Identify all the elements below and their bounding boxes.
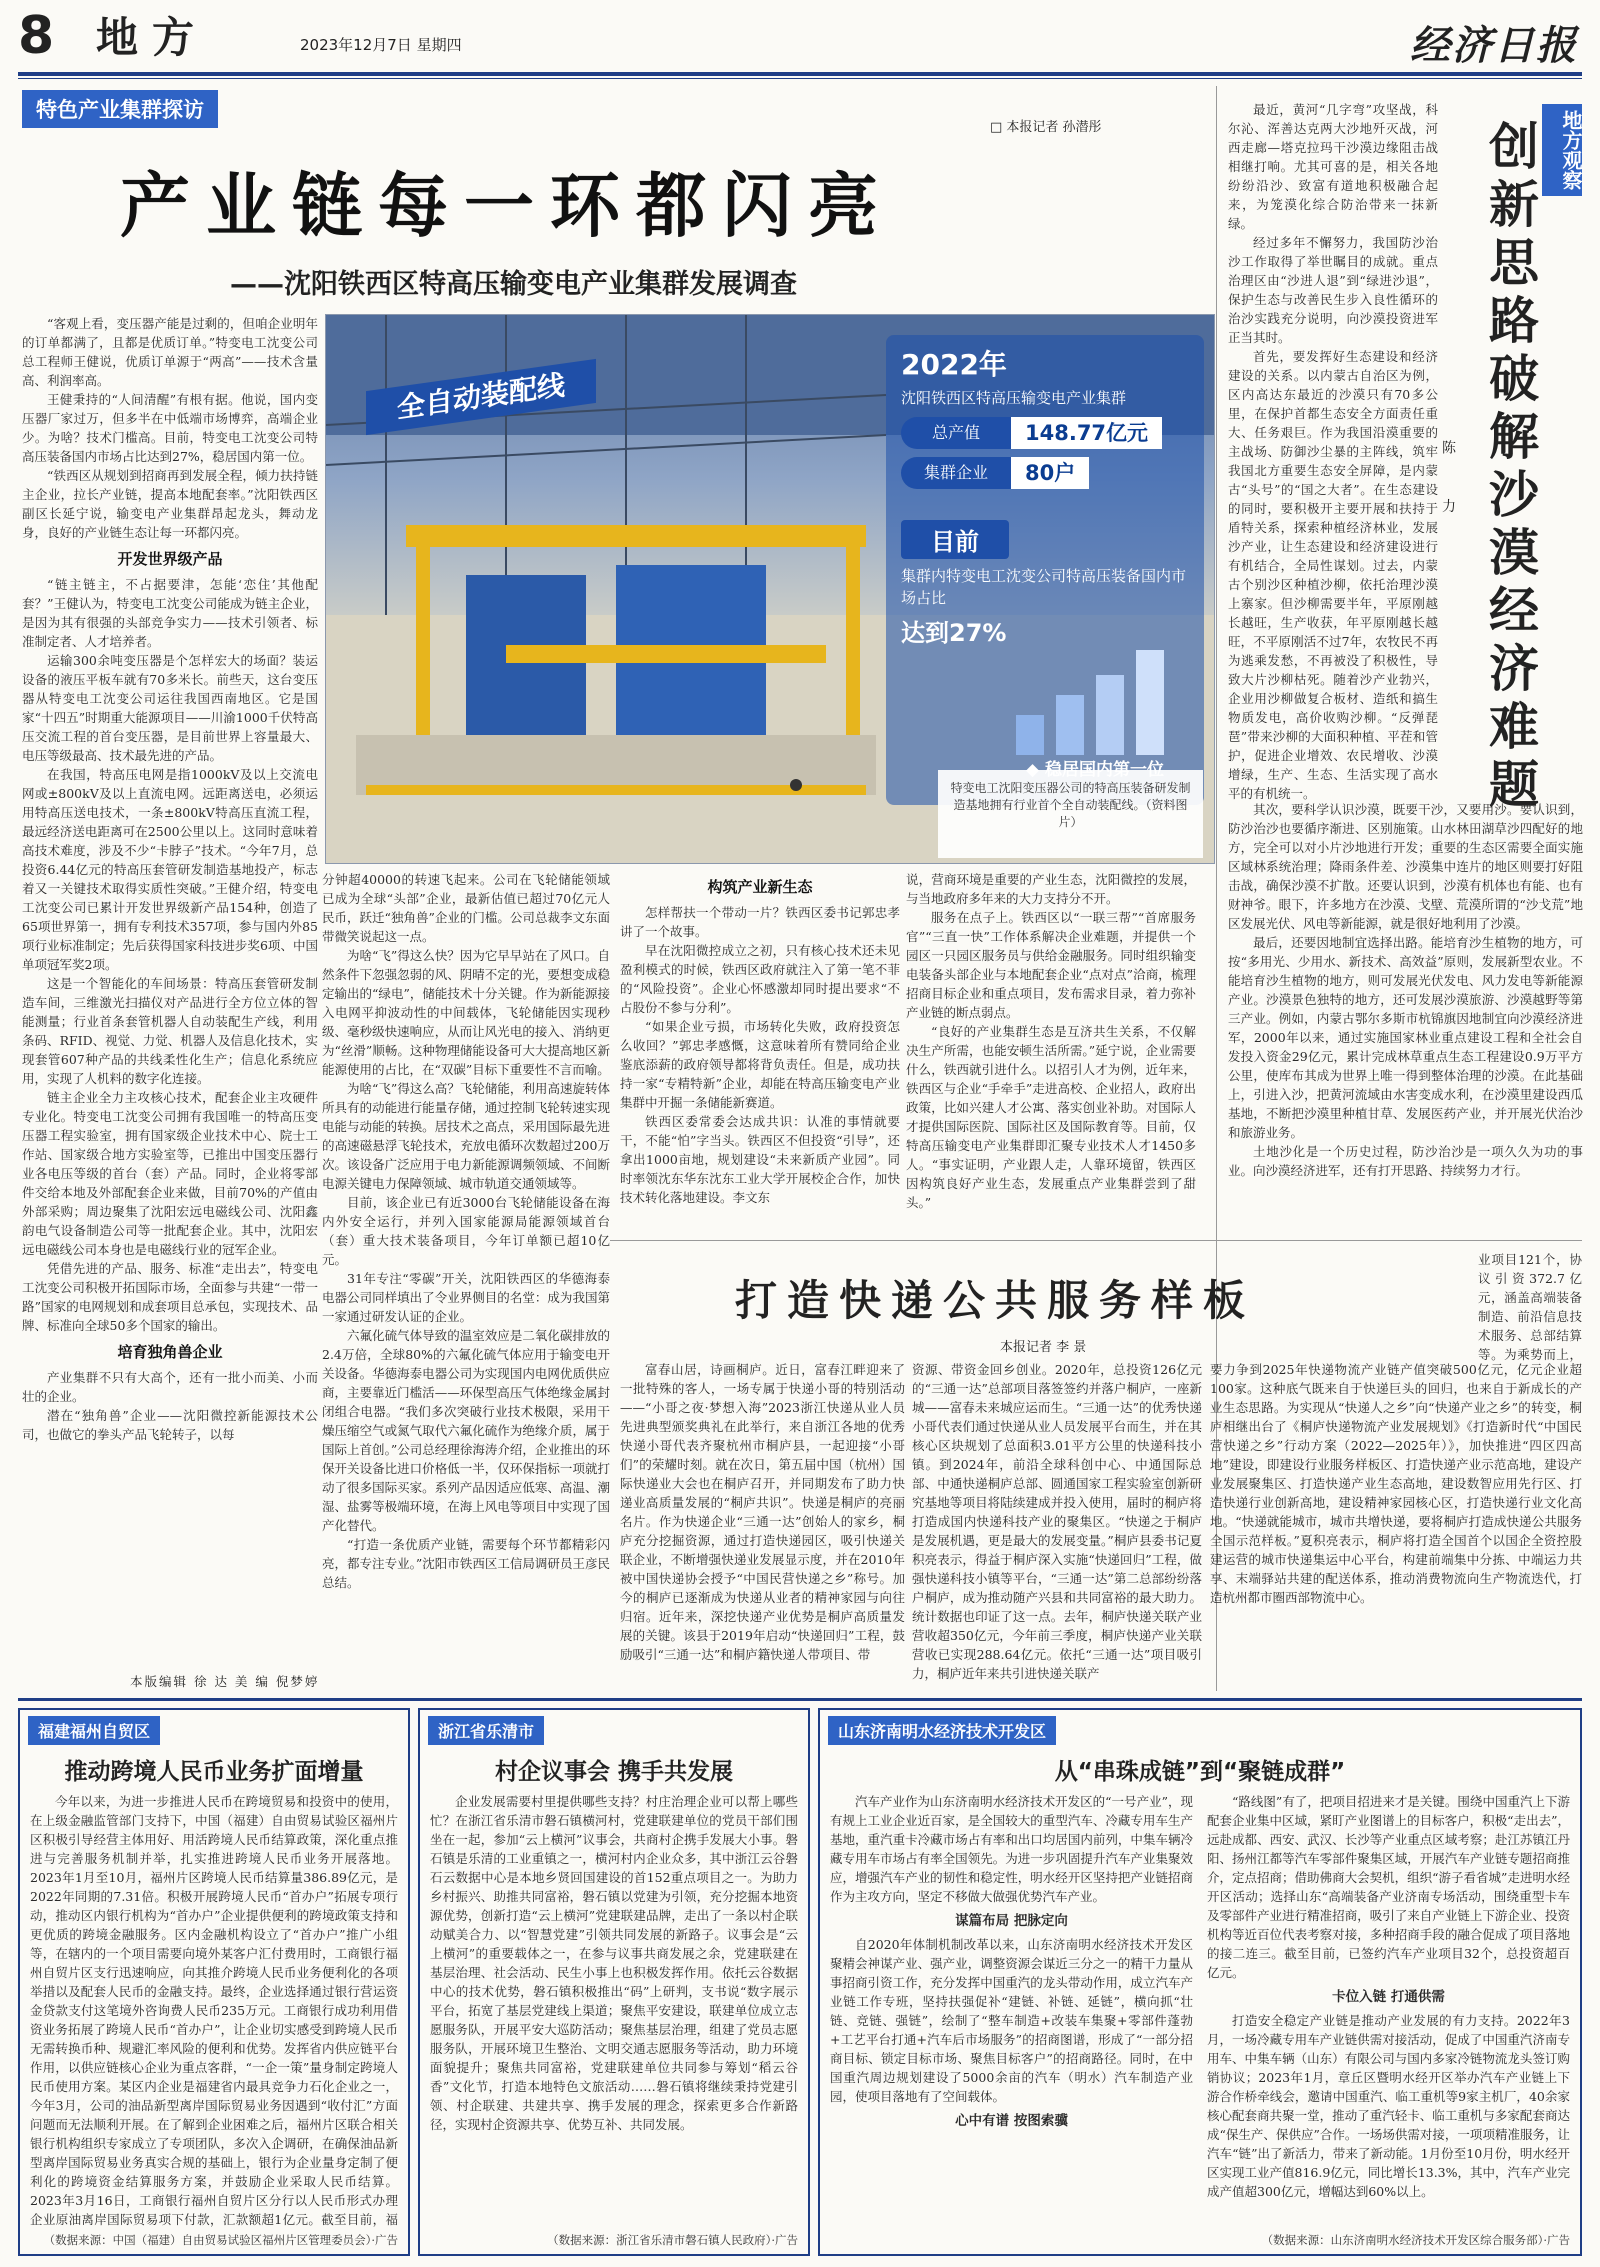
box-title: 从“串珠成链”到“聚链成群” — [1054, 1759, 1346, 1785]
paragraph: “路线图”有了，把项目招进来才是关键。围绕中国重汽上下游配套企业集中区域，紧盯产业图谱上的目标客户，积极“走出去”，远赴成都、西安、武汉、长沙等产业重点区域考察；赴江苏镇江丹阳、扬州江都等汽车零部件聚集区域，开展汽车产业链专题招商推介，定点招商；借助佛商大会契机，组织“游子看省城”走进明水经开区活动；选择山东“高端装备产业济南专场活动，围绕重型卡车及零部件产业进行精准招商，吸引了来自产业链上下游企业、投资机构等近百位代表考察对接，多种招商手段的融合促成了项目落地的接二连三。截至目前，已签约汽车产业项目32个，总投资超百亿元。 — [1207, 1794, 1570, 1980]
box-subheading: 心中有谱 按图索骥 — [955, 2113, 1068, 2129]
stat2-label: 集群企业 — [901, 457, 1011, 489]
paragraph: 产业集群不只有大高个，还有一批小而美、小而壮的企业。 — [22, 1370, 318, 1404]
paragraph: 汽车产业作为山东济南明水经济技术开发区的“一号产业”，现有规上工业企业近百家，是全国较大的重型汽车、冷藏专用车生产基地，重汽重卡冷藏市场占有率和出口均居国内前列，中集车辆冷藏专用车市场占有率全国领先。为进一步巩固提升汽车产业集聚效应，增强汽车产业的韧性和稳定性，明水经开区坚持把产业链招商作为主攻方向，坚定不移做大做强优势汽车产业。 — [830, 1794, 1193, 1904]
paragraph: 服务在点子上。铁西区以“一联三帮”“首席服务官”“三直一快”工作体系解决企业难题，并提供一个园区一只园区服务员与供给金融服务。同时组织输变电装备头部企业与本地配套企业“点对点”洽商，梳理招商目标企业和重点项目，发布需求目录，着力弥补产业链的断点弱点。 — [906, 910, 1196, 1020]
page-number: 8 — [18, 6, 55, 66]
box-body — [20, 1792, 408, 2232]
paragraph: 为啥“飞”得这么高？飞轮储能，利用高速旋转体所具有的动能进行能量存储，通过控制飞轮转速实现电能与动能的转换。居技术之高点，采用国际最先进的高速磁悬浮飞轮技术，充放电循环次数超过200万次。该设备广泛应用于电力新能源调频领域、不间断电源关键电力保障领域、城市轨道交通领域等。 — [322, 1081, 610, 1191]
paragraph: 31年专注“零碳”开关，沈阳铁西区的华德海泰电器公司同样填出了令业界侧目的名堂：成为我国第一家通过研发认证的企业。 — [322, 1271, 610, 1324]
paragraph: 六氟化硫气体导致的温室效应是二氧化碳排放的2.4万倍，全球80%的六氟化硫气体应用于输变电开关设备。华德海泰电器公司为实现国内电网优质供应商，主要靠近门槛活——环保型高压气体绝缘金属封闭组合电器。“我们多次突破行业技术极限，采用干燥压缩空气或氮气取代六氟化硫作为绝缘介质，属于国际上首创。”公司总经理徐海涛介绍，企业推出的环保开关设备比进口价格低一半，仅环保指标一项就打动了很多国际买家。系列产品因适应低寒、高温、潮湿、盐雾等极端环境，在海上风电等项目中实现了国产化替代。 — [322, 1328, 610, 1533]
advert-box-leqing — [418, 1708, 810, 2256]
paragraph: 目前，该企业已有近3000台飞轮储能设备在海内外安全运行，并列入国家能源局能源领域首台（套）重大技术装备项目，今年订单额已超10亿元。 — [322, 1195, 610, 1267]
paragraph: 自2020年体制机制改革以来，山东济南明水经济技术开发区聚精会神谋产业、强产业，调整资源会谋近三分之一的精干力量从事招商引资工作，充分发挥中国重汽的龙头带动作用，成立汽车产业链工作专班，坚持扶强促补“建链、补链、延链”，横向抓“壮链、竞链、强链”，绘制了“整车制造+改装车集聚+零部件蓬勃+工艺平台打通+汽车后市场服务”的招商图谱，形成了“一部分招商目标、锁定目标市场、聚焦目标客户”的招商路径。同时，在中国重汽周边规划建设了5000余亩的汽车（明水）汽车制造产业园，使项目落地有了空间载体。 — [830, 1937, 1193, 2104]
box-title: 推动跨境人民币业务扩面增量 — [64, 1759, 364, 1785]
paragraph: 最近，黄河“几字弯”攻坚战，科尔沁、浑善达克两大沙地歼灭战，河西走廊—塔克拉玛干沙漠边缘阻击战相继打响。尤其可喜的是，相关各地纷纷沿沙、致富有道地积极融合起来，为笼漠化综合防治带来一抹新绿。 — [1228, 102, 1438, 231]
advert-box-jinan — [818, 1708, 1582, 2256]
feature-column-b — [322, 870, 610, 1692]
express-column-b — [912, 1360, 1202, 1690]
box-region: 浙江省乐清市 — [428, 1716, 544, 1745]
paragraph: “打造一条优质产业链，需要每个环节都精彩闪亮，都专注专业。”沈阳市铁西区工信局调研员王彦民总结。 — [322, 1537, 610, 1590]
express-column-a — [620, 1360, 905, 1690]
paragraph: 链主企业全力主攻核心技术，配套企业主攻硬件专业化。特变电工沈变公司拥有我国唯一的特高压变压器工程实验室，拥有国家级企业技术中心、院士工作站、国家级合地方实验室等，已推出中国变压器行业各电压等级的首台（套）产品。同时，企业将零部件交给本地及外部配套企业来做，目前70%的产值由外部采购；周边聚集了沈阳宏远电磁线公司、沈阳鑫韵电气设备制造公司等一批配套企业。其中，沈阳宏远电磁线公司本身也是电磁线行业的冠军企业。 — [22, 1090, 318, 1257]
bar-graphic-icon — [1006, 645, 1196, 755]
infographic-now: 目前 — [901, 520, 1009, 559]
express-column-c — [1210, 1360, 1582, 1690]
box-column-right — [1207, 1792, 1570, 2232]
paragraph: 在我国，特高压电网是指1000kV及以上交流电网或±800kV及以上直流电网。远距离送电，必须运用特高压送电技术，一条±800kV特高压直流工程，最远经济送电距离可在2500公里以上。这同时意味着高技术难度，涉及不少“卡脖子”技术。“今年7月，总投资6.44亿元的特高压套管研发制造基地投产，标志着又一关键技术取得实质性突破。”王健介绍，特变电工沈变公司已累计开发世界级新产品154种，创造了65项世界第一，拥有专利技术357项，参与国内外85项行业标准制定；先后获得国家科技进步奖6项、中国单项冠军奖2项。 — [22, 767, 318, 972]
box-source: （数据来源：中国（福建）自由贸易试验区福州片区管理委员会）·广告 — [43, 2233, 398, 2247]
infographic-percent: 达到27% — [901, 619, 1007, 647]
paragraph: 富春山居，诗画桐庐。近日，富春江畔迎来了一批特殊的客人，一场专属于快递小哥的特别活动——“小哥之夜·梦想入海”2023浙江快递从业人员先进典型颁奖典礼在此举行，来自浙江各地的优秀快递小哥代表齐聚杭州市桐庐县，一起迎接“小哥们”的荣耀时刻。就在次日，第五届中国（杭州）国际快递业大会也在桐庐召开，并同期发布了助力快递业高质量发展的“桐庐共识”。快递是桐庐的亮丽名片。作为快递企业“三通一达”创始人的家乡，桐庐充分挖掘资源，通过打造快递园区，吸引快递关联企业，不断增强快递业发展显示度，并在2010年被中国快递协会授予“中国民营快递之乡”称号。加今的桐庐已逐渐成为快递从业者的精神家园与向往归宿。近年来，深挖快递产业优势是桐庐高质量发展的关键。该县于2019年启动“快递回归”工程，鼓励吸引“三通一达”和桐庐籍快递人带项目、带 — [620, 1362, 905, 1662]
express-headline: 打造快递公共服务样板 — [735, 1276, 1256, 1325]
box-region: 山东济南明水经济技术开发区 — [828, 1716, 1056, 1745]
feature-headline: 产业链每一环都闪亮 — [120, 165, 894, 247]
advert-box-fuzhou — [18, 1708, 410, 2256]
paragraph: 经过多年不懈努力，我国防沙治沙工作取得了举世瞩目的成就。重点治理区由“沙进人退”到“绿进沙退”，保护生态与改善民生步入良性循环的治沙实践充分说明，向沙漠投资进军正当其时。 — [1228, 235, 1438, 345]
feature-column-c — [620, 870, 900, 1240]
paragraph: 运输300余吨变压器是个怎样宏大的场面？装运设备的液压平板车就有70多米长。前些天，这台变压器从特变电工沈变公司运往我国西南地区。它是国家“十四五”时期重大能源项目——川渝1000千伏特高压交流工程的首台变压器，是目前世界上容量最大、电压等级最高、技术最先进的产品。 — [22, 653, 318, 763]
stat1-value: 148.77亿元 — [1011, 417, 1162, 449]
paragraph: “良好的产业集群生态是互济共生关系，不仅解决生产所需，也能安顿生活所需。”延宁说，企业需要什么，铁西就引进什么。以招引人才为例，近年来，铁西区与企业“手牵手”走进高校、企业招人，政府出政策，比如兴建人才公寓、落实创业补助。对国际人才提供国际医院、国际社区及国际教育等。目前，仅特高压输变电产业集群即汇聚专业技术人才1450多人。“事实证明，产业跟人走，人靠环境留，铁西区因构筑良好产业生态，发展重点产业集群尝到了甜头。” — [906, 1024, 1196, 1210]
feature-photo — [325, 314, 1215, 864]
newspaper-logo: 经济日报 — [1410, 22, 1578, 69]
essay-text-top — [1228, 100, 1438, 800]
feature-subhead: ——沈阳铁西区特高压输变电产业集群发展调查 — [230, 269, 797, 300]
paragraph: 潜在“独角兽”企业——沈阳微控新能源技术公司，也做它的拳头产品飞轮转子，以每 — [22, 1408, 318, 1442]
paragraph: 铁西区委常委会达成共识：认准的事情就要干，不能“怕”字当头。铁西区不但投资“引导”，还拿出1000亩地，规划建设“未来新质产业园”。同时率领沈东华东沈东工业大学开展校企合作，加快技术转化落地建设。李文东 — [620, 1114, 900, 1205]
reporter-square-icon: □ — [990, 120, 1007, 135]
express-side-text: 业项目121个，协议引资372.7亿元，涵盖高端装备制造、前沿信息技术服务、总部结算等。为乘势而上， — [1478, 1252, 1582, 1362]
photo-caption: 特变电工沈阳变压器公司的特高压装备研发制造基地拥有行业首个全自动装配线。（资料图片） — [938, 770, 1203, 858]
paragraph: 分钟超40000的转速飞起来。公司在飞轮储能领域已成为全球“头部”企业，最新估值已超过70亿元人民币，跃迁“独角兽”企业的门槛。公司总裁李文东面带微笑说起这一点。 — [322, 872, 610, 944]
paragraph: 其次，要科学认识沙漠，既要干沙，又要用沙。要认识到，防沙治沙也要循序渐进、区别施策。山水林田湖草沙四配好的地方，完全可以对小片沙地进行开发；重要的生态区需要全面实施区域林系统治理；降雨条件差、沙漠集中连片的地区则要打好阻击战，确保沙漠不扩散。还要认识到，沙漠有机体也有能、也有财神爷。眼下，许多地方在沙漠、戈壁、荒漠所谓的“沙戈荒”地区发展光伏、风电等新能源，就是很好地利用了沙漠。 — [1228, 802, 1583, 931]
section-heading: 构筑产业新生态 — [707, 878, 813, 896]
paragraph: 说，营商环境是重要的产业生态，沈阳微控的发展，与当地政府多年来的大力支持分不开。 — [906, 872, 1196, 906]
column-tag: 特色产业集群探访 — [22, 90, 218, 128]
paragraph: 为啥“飞”得这么快？因为它早早站在了风口。自然条件下忽强忽弱的风、阴晴不定的光，要想变成稳定输出的“绿电”，储能技术十分关键。作为新能源接入电网平抑波动性的中间载体，飞轮储能因实现秒级、毫秒级快速响应，从而让风光电的接入、消纳更为“丝滑”顺畅。这种物理储能设备可大大提高地区新能源使用的占比，在“双碳”目标下重要性不言而喻。 — [322, 948, 610, 1077]
paragraph: 首先，要发挥好生态建设和经济建设的关系。以内蒙古自治区为例，区内高达东最近的沙漠只有70多公里，在保护首都生态安全方面责任重大、任务艰巨。作为我国沿漠重要的主战场、防御沙尘暴的主阵线，筑牢我国北方重要生态安全屏障，是内蒙古“头号”的“国之大者”。在生态建设的同时，要积极开主要开展和扶持于盾特关系，探索种植经济林业，发展沙产业，让生态建设和经济建设进行有机结合，全局性谋划。过去，内蒙古个别沙区种植沙柳，依托治理沙漠上寨家。但沙柳需要半年，平原刚越长越旺，生产收获，年平原刚越长越旺，不平原刚活不过7年，农牧民不再为逃乘发愁，不再被没了积极性，导致大片沙柳枯死。随着沙产业勃兴，企业用沙柳做复合板材、造纸和搞生物质发电，高价收购沙柳。“反弹琵琶”带来沙柳的大面积种植、平茬和管护，促进企业增效、农民增收、沙漠增绿，生产、生态、生活实现了高水平的有机统一。 — [1228, 349, 1438, 800]
issue-date: 2023年12月7日 星期四 — [300, 36, 462, 54]
box-source: （数据来源：浙江省乐清市磐石镇人民政府）·广告 — [547, 2233, 798, 2247]
paragraph: “客观上看，变压器产能是过剩的，但咱企业明年的订单都满了，且都是优质订单。”特变电工沈变公司总工程师王健说，优质订单源于“两高”——技术含量高、利润率高。 — [22, 316, 318, 388]
assembly-line-sign: 全自动装配线 — [366, 359, 596, 435]
feature-column-a — [22, 314, 318, 1694]
paragraph: “铁西区从规划到招商再到发展全程，倾力扶持链主企业，拉长产业链，提高本地配套率。”沈阳铁西区副区长延宁说，输变电产业集群昂起龙头，舞动龙身，良好的产业链生态让每一环都闪亮。 — [22, 468, 318, 540]
infographic-year: 2022年 — [901, 348, 1007, 381]
paragraph: 凭借先进的产品、服务、标准“走出去”，特变电工沈变公司积极开拓国际市场，全面参与共建“一带一路”国家的电网规划和成套项目总承包，实现技术、品牌、标准向全球50多个国家的输出。 — [22, 1261, 318, 1333]
masthead-rule — [18, 72, 1582, 76]
paragraph: “链主链主，不占据要津，怎能‘恋住’其他配套？”王健认为，特变电工沈变公司能成为链主企业，是因为其有很强的头部竞争实力——技术引领者、标准制定者、人才培养者。 — [22, 577, 318, 649]
paragraph: 企业发展需要村里提供哪些支持？村庄治理企业可以帮上哪些忙？在浙江省乐清市磐石镇横河村，党建联建单位的党员干部们围坐在一起，参加“云上横河”议事会，共商村企携手发展大小事。磐石镇是乐清的工业重镇之一，横河村内企业众多，其中浙江云谷磐石云数据中心是本地乡贤回国建设的首152重点项目之一。为助力乡村振兴、助推共同富裕，磐石镇以党建为引领，充分挖掘本地资源优势，创新打造“云上横河”党建联建品牌，走出了一条以村企联动赋美合力、以“智慧党建”引领共同发展的新路子。议事会是“云上横河”的重要载体之一，在参与议事共商发展之余，党建联建在基层治理、社会活动、民生小事上也积极发挥作用。依托云谷数据中心的技术优势，磐石镇积极推出“码”上研判，支书说“数字展示平台，拓宽了基层党建线上渠道；聚焦平安建设，联建单位成立志愿服务队，开展平安大巡防活动；聚焦基层治理，组建了党员志愿服务队，开展环境卫生整治、文明交通志愿服务等活动，助力环境面貌提升；聚焦共同富裕，党建联建单位共同参与筹划“稻云谷香”文化节，打造本地特色文旅活动……磐石镇将继续秉持党建引领、村企联建、共建共享、携手发展的理念，探索更多合作新路径，实现村企资源共享、优势互补、共同发展。 — [430, 1794, 798, 2132]
stat2-value: 80户 — [1011, 457, 1089, 489]
box-subheading: 谋篇布局 把脉定向 — [955, 1913, 1068, 1929]
infographic-desc2: 集群内特变电工沈变公司特高压装备国内市场占比 — [901, 567, 1187, 607]
section-heading: 培育独角兽企业 — [117, 1343, 223, 1361]
essay-column-tag: 地方观察 — [1542, 104, 1582, 196]
box-region: 福建福州自贸区 — [28, 1716, 160, 1745]
box-source: （数据来源：山东济南明水经济技术开发区综合服务部）·广告 — [1261, 2233, 1570, 2247]
paragraph: 要力争到2025年快递物流产业链产值突破500亿元，亿元企业超100家。这种底气既来自于快递巨头的回归，也来自于新成长的产业生态思路。为实现从“快递人之乡”向“快递产业之乡”的转变，桐庐相继出台了《桐庐快递物流产业发展规划》《打造新时代“中国民营快递之乡”行动方案（2022—2025年）》，加快推进“四区四高地”建设，即建设行业服务样板区、打造快递产业示范高地，建设产业发展聚集区、打造快递产业生态高地，建设数智应用先行区、打造快递行业创新高地，建设精神家园核心区，打造快递行业文化高地。“快递就能城市，城市共增快递，要将桐庐打造成快递公共服务全国示范样板。”夏积亮表示，桐庐将打造全国首个以国企全资控股建运营的城市快递集运中心平台，构建前端集中分拣、中端运力共享、末端驿站共建的配送体系，推动消费物流向生产物流迭代，打造杭州都市圈西部物流中心。 — [1210, 1362, 1582, 1605]
box-subheading: 卡位入链 打通供需 — [1332, 1989, 1445, 2005]
paragraph: 王健秉持的“人间清醒”有根有据。他说，国内变压器厂家过万，但多半在中低端市场博弈，高端企业少。为啥？技术门槛高。目前，特变电工沈变公司特高压装备国内市场占比达到27%，稳居国内第一位。 — [22, 392, 318, 464]
box-title: 村企议事会 携手共发展 — [494, 1759, 733, 1785]
box-columns — [820, 1792, 1580, 2232]
paragraph: 这是一个智能化的车间场景：特高压套管研发制造车间，三维激光扫描仪对产品进行全方位立体的智能测量；行业首条套管机器人自动装配生产线，利用条码、RFID、视觉、力觉、机器人及信息化技术，实现套管607种产品的共线柔性化生产；信息化系统应用，实现了人机料的数字化连接。 — [22, 976, 318, 1086]
essay-author: 陈 力 — [1440, 440, 1456, 533]
feature-column-d — [906, 870, 1196, 1240]
paragraph: 资源、带资金回乡创业。2020年，总投资126亿元的“三通一达”总部项目落签签约并落户桐庐，一座新城——富春未来城应运而生。“三通一达”的优秀快递小哥代表们通过快递从业人员发展平台而生，并在其核心区块规划了总面积3.01平方公里的快递科技小镇。到2024年，前沿全球科创中心、中通国际总部、中通快递桐庐总部、圆通国家工程实验室创新研究基地等项目将陆续建成并投入使用，届时的桐庐将打造成国内快递科技产业的聚集区。“快递之于桐庐是发展机遇，更是最大的发展变量。”桐庐县委书记夏积亮表示，得益于桐庐深入实施“快递回归”工程，做强快递科技小镇等平台，“三通一达”第二总部纷纷落户桐庐，成为推动随产兴县和共同富裕的最大助力。统计数据也印证了这一点。去年，桐庐快递关联产业营收超350亿元，今年前三季度，桐庐快递产业关联营收已实现288.64亿元。依托“三通一达”项目吸引力，桐庐近年来共引进快递关联产 — [912, 1362, 1202, 1681]
paragraph: 最后，还要因地制宜选择出路。能培育沙生植物的地方，可按“多用光、少用水、新技术、高效益”原则，发展新型农业。不能培育沙生植物的地方，则可发展光伏发电、风力发电等新能源产业。沙漠景色独特的地方，还可发展沙漠旅游、沙漠越野等第三产业。例如，内蒙古鄂尔多斯市杭锦旗因地制宜向沙漠经济进军，2000年以来，通过实施国家林业重点建设工程和全社会自发投入资金29亿元，累计完成林草重点生态工程建设0.9万平方公里，使库布其成为世界上唯一得到整体治理的沙漠。在此基础上，引进入沙，把黄河流域由水害变成水利，在沙漠里建设西瓜基地，不断把沙漠里种植甘草、发展医药产业，并开展光伏治沙和旅游业务。 — [1228, 935, 1583, 1140]
feature-reporter: □ 本报记者 孙潜彤 — [990, 120, 1102, 135]
paragraph: 今年以来，为进一步推进人民币在跨境贸易和投资中的使用，在上级金融监管部门支持下，中国（福建）自由贸易试验区福州片区积极引导经营主体用好、用活跨境人民币结算政策，深化重点推进与完善服务机制并举，扎实推进跨境人民币业务开展落地。2023年1月至10月，福州片区跨境人民币结算量386.89亿元，是2022年同期的7.31倍。积极开展跨境人民币“首办户”拓展专项行动，推动区内银行机构为“首办户”企业提供便利的跨境政策支持和更优质的跨境金融服务。区内金融机构设立了“首办户”推广小组等，在辖内的一个项目需要向境外某客户汇付费用时，工商银行福州自贸片区支行迅速响应，向其推介跨境人民币业务便利化的各项举措以及配套人民币的金融支持。最终，企业选择通过银行营运资金贷款支付这笔境外咨询费人民币235万元。工商银行成功利用借资业务拓展了跨境人民币“首办户”，让企业切实感受到跨境人民币无需转换币种、规避汇率风险的便利和优势。发挥省内供应链平台作用，以供应链核心企业为重点客群，“一企一策”量身制定跨境人民币使用方案。某区内企业是福建省内最具竞争力石化企业之一，今年3月，公司的油品新型离岸国际贸易业务因遇到“收付汇”方面问题而无法顺利开展。在了解到企业困难之后，福州片区联合相关银行机构组织专家成立了专项团队，多次入企调研，在确保油品新型离岸国际贸易业务真实合规的基础上，银行为企业量身定制了便利化的跨境资金结算服务方案，并鼓励企业采取人民币结算。2023年3月16日，工商银行福州自贸片区分行以人民币形式办理企业原油离岸国际贸易项下付款，汇款额超1亿元。截至目前，福 — [30, 1794, 398, 2227]
section-name: 地方 — [96, 13, 209, 62]
masthead-rule-thin — [18, 78, 1582, 79]
express-reporter: 本报记者 李 景 — [1000, 1340, 1087, 1355]
paragraph: 怎样帮扶一个带动一片？铁西区委书记郭忠孝讲了一个故事。 — [620, 905, 900, 939]
box-column-left — [830, 1792, 1193, 2232]
box-body — [420, 1792, 808, 2232]
paragraph: 打造安全稳定产业链是推动产业发展的有力支持。2022年3月，一场冷藏专用车产业链供需对接活动，促成了中国重汽济南专用车、中集车辆（山东）有限公司与国内多家冷链物流龙头签订购销协议；2023年1月，章丘区暨明水经开区举办汽车产业链上下游合作桥牵线会，邀请中国重汽、临工重机等9家主机厂，40余家核心配套商共聚一堂，推动了重汽轻卡、临工重机与多家配套商达成“保生产、保供应”合作。一场场供需对接，一项项精准服务，让汽车“链”出了新活力，带来了新动能。1月份至10月份，明水经开区实现工业产值816.9亿元，同比增长13.3%，其中，汽车产业完成产值超300亿元，增幅达到60%以上。 — [1207, 2013, 1570, 2199]
bottom-band-rule — [18, 1698, 1582, 1701]
page-editor-credit: 本版编辑 徐 达 美 编 倪梦婷 — [130, 1674, 320, 1689]
section-heading: 开发世界级产品 — [117, 550, 223, 568]
stat1-label: 总产值 — [901, 417, 1011, 449]
essay-text-bottom — [1228, 800, 1583, 1240]
paragraph: 早在沈阳微控成立之初，只有核心技术还未见盈利模式的时候，铁西区政府就注入了第一笔不菲的“风险投资”。企业心怀感激却同时提出要求“不占股份不参与分利”。 — [620, 943, 900, 1015]
paragraph: 土地沙化是一个历史过程，防沙治沙是一项久久为功的事业。向沙漠经济进军，还有打开思路、持续努力才行。 — [1228, 1144, 1583, 1178]
essay-title: 创新思路破解沙漠经济难题 — [1481, 120, 1539, 816]
infographic-desc1: 沈阳铁西区特高压输变电产业集群 — [901, 389, 1127, 407]
paragraph: “如果企业亏损，市场转化失败，政府投资怎么收回？”郭忠孝感慨，这意味着所有赞同给企业鉴底添薪的政府领导都将背负责任。但是，成功扶持一家“专精特新”企业，却能在特高压输变电产业集群中开掘一条储能新赛道。 — [620, 1019, 900, 1110]
article-divider — [610, 1240, 1582, 1241]
